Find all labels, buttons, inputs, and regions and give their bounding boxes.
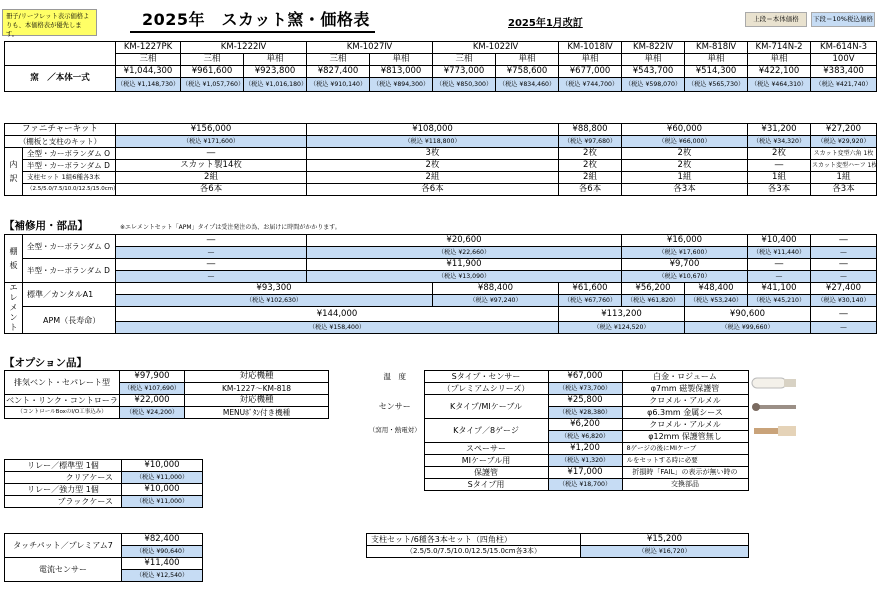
tax-price: （税込 ¥158,400） — [116, 322, 559, 334]
tax-price: （税込 ¥910,140） — [307, 78, 370, 92]
touchpad-label: タッチパット／プレミアム7 — [5, 534, 122, 558]
tax-price: （税込 ¥850,300） — [433, 78, 496, 92]
k-sensor-label: Kタイプ/MIケーブル — [424, 395, 548, 419]
revision-date: 2025年1月改訂 — [508, 18, 583, 29]
breakdown-value: 2枚 — [622, 148, 748, 160]
price: ¥93,300 — [116, 283, 433, 295]
breakdown-value: スカット製14枚 — [116, 160, 307, 172]
tax-price: ― — [811, 322, 877, 334]
blank-cell — [5, 42, 116, 66]
std-element-label: 標準／カンタルA1 — [23, 283, 116, 307]
price: ¥144,000 — [116, 307, 559, 322]
blank-cell — [748, 467, 802, 479]
price: ¥56,200 — [622, 283, 685, 295]
breakdown-value: 2枚 — [559, 160, 622, 172]
kiln-label: 窯 ／本体一式 — [5, 66, 116, 92]
price: ¥41,100 — [748, 283, 811, 295]
model-name: KM-614N-3 — [811, 42, 877, 54]
phase: 単相 — [496, 54, 559, 66]
blank-cell — [748, 443, 802, 455]
compat-value: KM-1227～KM-818 — [185, 383, 329, 395]
tax-price: （税込 ¥171,600） — [116, 136, 307, 148]
tax-price: （税込 ¥28,380） — [548, 407, 622, 419]
tax-price: （税込 ¥13,090） — [307, 271, 622, 283]
tax-price: （税込 ¥1,057,760） — [181, 78, 244, 92]
breakdown-value: 各6本 — [559, 184, 622, 196]
breakdown-value: スカット変型ハーフ 1枚 — [811, 160, 877, 172]
phase: 単相 — [748, 54, 811, 66]
tax-price: （税込 ¥22,660） — [307, 247, 622, 259]
tax-price: （税込 ¥124,520） — [559, 322, 685, 334]
price: ― — [811, 235, 877, 247]
tax-price: （税込 ¥118,800） — [307, 136, 559, 148]
breakdown-value: スカット変型六角 1枚 — [811, 148, 877, 160]
price: ¥758,600 — [496, 66, 559, 78]
exhaust-vent-table — [4, 370, 329, 419]
phase: 三相 — [181, 54, 244, 66]
model-name: KM-714N-2 — [748, 42, 811, 54]
tax-price: ― — [811, 247, 877, 259]
phase-row — [5, 54, 877, 66]
furniture-label: ファニチャーキット — [5, 124, 116, 136]
price: ¥543,700 — [622, 66, 685, 78]
price: ¥67,000 — [548, 371, 622, 383]
price: ¥61,600 — [559, 283, 622, 295]
k-sensor-spec1: クロメル・アルメル — [622, 395, 748, 407]
tax-price: （税込 ¥12,540） — [122, 570, 203, 582]
pillar-label: 支柱セット/6種各3本セット（四角柱） — [367, 534, 581, 546]
price: ¥88,400 — [433, 283, 559, 295]
tax-price: （税込 ¥565,730） — [685, 78, 748, 92]
tax-price: （税込 ¥97,240） — [433, 295, 559, 307]
price: ¥60,000 — [622, 124, 748, 136]
price: ¥422,100 — [748, 66, 811, 78]
tax-price: （税込 ¥66,000） — [622, 136, 748, 148]
shelf-o-label: 全型・カーボランダム O — [23, 235, 116, 259]
price: ― — [116, 235, 307, 247]
shelf-side-label: 棚 板 — [5, 235, 23, 283]
sensor-side-label-2: センサー — [378, 402, 411, 411]
furniture-sublabel: （棚板と支柱のキット） — [5, 136, 116, 148]
price: ¥11,900 — [307, 259, 622, 271]
phase: 100V — [811, 54, 877, 66]
breakdown-side-label: 内 訳 — [5, 148, 23, 196]
phase: 単相 — [685, 54, 748, 66]
sensor-side-label-1: 温 度 — [383, 372, 406, 381]
price: ¥11,400 — [122, 558, 203, 570]
tax-price: （税込 ¥45,210） — [748, 295, 811, 307]
s-sensor-label: Sタイプ・センサー — [424, 371, 548, 383]
shelf-d-label: 半型・カーボランダム D — [23, 259, 116, 283]
price: ¥16,000 — [622, 235, 748, 247]
tax-price: （税込 ¥97,680） — [559, 136, 622, 148]
price: ¥383,400 — [811, 66, 877, 78]
price: ¥923,800 — [244, 66, 307, 78]
tax-price: ― — [116, 247, 307, 259]
price: ¥9,700 — [622, 259, 748, 271]
priority-note: 冊子/リーフレット表示価格よりも、本価格表が優先します。 — [2, 9, 97, 36]
breakdown-value: 各3本 — [811, 184, 877, 196]
model-name: KM-1222Ⅳ — [181, 42, 307, 54]
tax-price: （税込 ¥99,660） — [685, 322, 811, 334]
relay-strong-label: リレー／強力型 1個 — [5, 484, 122, 496]
s-sensor-sublabel: （プレミアムシリーズ） — [424, 383, 548, 395]
element-side-label: エレメント — [5, 283, 23, 334]
model-name: KM-818Ⅳ — [685, 42, 748, 54]
touchpad-table — [4, 533, 203, 582]
price: ¥108,000 — [307, 124, 559, 136]
price: ¥27,400 — [811, 283, 877, 295]
spacer-label: スペーサー — [424, 443, 548, 455]
k8-sensor-spec2: φ12mm 保護管無し — [622, 431, 748, 443]
tube-label: 保護管 — [424, 467, 548, 479]
phase: 三相 — [433, 54, 496, 66]
price: ¥113,200 — [559, 307, 685, 322]
breakdown-label: 半型・カーボランダム D — [23, 160, 116, 172]
k-sensor-image — [748, 395, 802, 419]
tax-price: （税込 ¥17,600） — [622, 247, 748, 259]
price: ¥1,044,300 — [116, 66, 181, 78]
tax-price: （税込 ¥744,700） — [559, 78, 622, 92]
relay-table — [4, 459, 203, 508]
tax-price: （税込 ¥102,630） — [116, 295, 433, 307]
price: ¥677,000 — [559, 66, 622, 78]
kiln-price-table — [4, 41, 877, 92]
compat-label: 対応機種 — [185, 395, 329, 407]
tube-note1: 折損時「FAIL」の表示が無い時の — [622, 467, 748, 479]
price: ¥961,600 — [181, 66, 244, 78]
tax-price: （税込 ¥6,820） — [548, 431, 622, 443]
breakdown-value: 2枚 — [622, 160, 748, 172]
price: ¥6,200 — [548, 419, 622, 431]
parts-note: ※エレメントセット「APM」タイプは受注発注の為、お届けに時間がかかります。 — [120, 224, 341, 231]
breakdown-label: 支柱セット 1組6種各3本 — [23, 172, 116, 184]
phase: 単相 — [622, 54, 685, 66]
tax-price: （税込 ¥10,670） — [622, 271, 748, 283]
breakdown-value: 2枚 — [748, 148, 811, 160]
tax-price: （税込 ¥61,820） — [622, 295, 685, 307]
tax-price: （税込 ¥34,320） — [748, 136, 811, 148]
current-sensor-label: 電流センサー — [5, 558, 122, 582]
k-thermocouple-icon — [750, 396, 800, 418]
tax-price: （税込 ¥11,000） — [122, 496, 203, 508]
breakdown-value: 各3本 — [622, 184, 748, 196]
exhaust-label: 排気ベント・セパレート型 — [5, 371, 120, 395]
price: ¥813,000 — [370, 66, 433, 78]
price: ¥82,400 — [122, 534, 203, 546]
breakdown-value: 各3本 — [748, 184, 811, 196]
blank-cell — [366, 443, 424, 455]
spacer-sublabel: MIケーブル用 — [424, 455, 548, 467]
tax-price: （税込 ¥11,440） — [748, 247, 811, 259]
blank-cell — [366, 467, 424, 479]
blank-cell — [366, 383, 424, 395]
tax-price: （税込 ¥11,000） — [122, 472, 203, 484]
price: ¥10,000 — [122, 484, 203, 496]
price: ¥97,900 — [120, 371, 185, 383]
k8-sensor-image — [748, 419, 802, 443]
breakdown-value: 1組 — [748, 172, 811, 184]
kiln-tax-row — [5, 78, 877, 92]
tax-price: （税込 ¥421,740） — [811, 78, 877, 92]
breakdown-value: ― — [116, 148, 307, 160]
model-row — [5, 42, 877, 54]
price: ¥156,000 — [116, 124, 307, 136]
tube-sublabel: Sタイプ用 — [424, 479, 548, 491]
tube-note2: 交換部品 — [622, 479, 748, 491]
price: ¥25,800 — [548, 395, 622, 407]
s-sensor-image — [748, 371, 802, 395]
furniture-kit-table — [4, 123, 877, 196]
tax-price: （税込 ¥834,460） — [496, 78, 559, 92]
price: ¥90,600 — [685, 307, 811, 322]
tax-price: （税込 ¥73,700） — [548, 383, 622, 395]
tax-price: （税込 ¥107,690） — [120, 383, 185, 395]
controller-label: ベント・リンク・コントローラ — [6, 396, 118, 405]
tax-price: （税込 ¥894,300） — [370, 78, 433, 92]
parts-table — [4, 234, 877, 334]
blank-cell — [748, 455, 802, 467]
price: ¥773,000 — [433, 66, 496, 78]
price: ― — [811, 307, 877, 322]
page-title: 2025年 スカット窯・価格表 — [130, 9, 375, 33]
breakdown-value: 2組 — [559, 172, 622, 184]
tax-price: （税込 ¥598,070） — [622, 78, 685, 92]
breakdown-value: 1組 — [622, 172, 748, 184]
k8-sensor-label: Kタイプ／8ゲージ — [424, 419, 548, 443]
phase: 単相 — [370, 54, 433, 66]
legend-upper: 上段＝本体価格 — [745, 12, 807, 27]
breakdown-value: 2枚 — [559, 148, 622, 160]
tax-price: （税込 ¥18,700） — [548, 479, 622, 491]
tax-price: ― — [811, 271, 877, 283]
k8-sensor-spec1: クロメル・アルメル — [622, 419, 748, 431]
s-sensor-spec2: φ7mm 磁製保護管 — [622, 383, 748, 395]
phase: 三相 — [116, 54, 181, 66]
options-title: 【オプション品】 — [4, 357, 88, 369]
breakdown-value: 2組 — [116, 172, 307, 184]
tax-price: （税込 ¥67,760） — [559, 295, 622, 307]
relay-std-label: リレー／標準型 1個 — [5, 460, 122, 472]
relay-strong-sublabel: ブラックケース — [5, 496, 122, 508]
phase: 三相 — [307, 54, 370, 66]
tax-price: ― — [116, 271, 307, 283]
relay-std-sublabel: クリアケース — [5, 472, 122, 484]
k8-thermocouple-icon — [750, 420, 800, 442]
breakdown-value: 2枚 — [307, 160, 559, 172]
price: ¥514,300 — [685, 66, 748, 78]
price: ¥48,400 — [685, 283, 748, 295]
compat-value: MENUﾎﾞﾀﾝ付き機種 — [185, 407, 329, 419]
tax-price: （税込 ¥24,200） — [120, 407, 185, 419]
pillar-set-table — [366, 533, 749, 558]
breakdown-value: 3枚 — [307, 148, 559, 160]
price: ¥10,000 — [122, 460, 203, 472]
breakdown-label: （2.5/5.0/7.5/10.0/12.5/15.0cm） — [23, 184, 116, 196]
sensor-side-label-3: （窯用・熱電対） — [368, 426, 421, 434]
spacer-note1: 8ゲージの後にMIケーブ — [622, 443, 748, 455]
blank-cell — [366, 479, 424, 491]
price: ― — [116, 259, 307, 271]
breakdown-value: 2組 — [307, 172, 559, 184]
tax-price: （税込 ¥53,240） — [685, 295, 748, 307]
tax-price: （税込 ¥464,310） — [748, 78, 811, 92]
compat-label: 対応機種 — [185, 371, 329, 383]
k-sensor-spec2: φ6.3mm 金属シース — [622, 407, 748, 419]
blank-cell — [748, 479, 802, 491]
tax-price: （税込 ¥1,320） — [548, 455, 622, 467]
model-name: KM-1022Ⅳ — [433, 42, 559, 54]
blank-cell — [366, 455, 424, 467]
sensor-table — [366, 370, 802, 491]
price: ¥1,200 — [548, 443, 622, 455]
tax-price: （税込 ¥16,720） — [581, 546, 749, 558]
pillar-sublabel: （2.5/5.0/7.5/10.0/12.5/15.0cm各3本） — [367, 546, 581, 558]
model-name: KM-1018Ⅳ — [559, 42, 622, 54]
price: ¥15,200 — [581, 534, 749, 546]
model-name: KM-1227PK — [116, 42, 181, 54]
s-sensor-spec1: 白金・ロジューム — [622, 371, 748, 383]
spacer-note2: ルをセットする時に必要 — [622, 455, 748, 467]
model-name: KM-822Ⅳ — [622, 42, 685, 54]
kiln-price-row — [5, 66, 877, 78]
price: ― — [748, 259, 811, 271]
legend-lower: 下段＝10%税込価格 — [811, 12, 875, 27]
price: ¥88,800 — [559, 124, 622, 136]
breakdown-label: 全型・カーボランダム O — [23, 148, 116, 160]
tax-price: （税込 ¥29,920） — [811, 136, 877, 148]
price: ¥10,400 — [748, 235, 811, 247]
s-thermocouple-icon — [750, 372, 800, 394]
price: ¥17,000 — [548, 467, 622, 479]
phase: 単相 — [559, 54, 622, 66]
breakdown-value: 各6本 — [307, 184, 559, 196]
price: ¥31,200 — [748, 124, 811, 136]
parts-title: 【補修用・部品】 — [4, 220, 88, 232]
tax-price: （税込 ¥1,016,180） — [244, 78, 307, 92]
phase: 単相 — [244, 54, 307, 66]
breakdown-value: 1組 — [811, 172, 877, 184]
breakdown-value: 各6本 — [116, 184, 307, 196]
price: ¥22,000 — [120, 395, 185, 407]
price: ― — [811, 259, 877, 271]
tax-price: （税込 ¥30,140） — [811, 295, 877, 307]
tax-price: （税込 ¥90,640） — [122, 546, 203, 558]
tax-price: ― — [748, 271, 811, 283]
controller-sublabel: （コントロールBoxのI/O工事込み） — [5, 407, 120, 419]
price: ¥827,400 — [307, 66, 370, 78]
price: ¥20,600 — [307, 235, 622, 247]
apm-element-label: APM（長寿命） — [23, 307, 116, 334]
model-name: KM-1027Ⅳ — [307, 42, 433, 54]
breakdown-value: ― — [748, 160, 811, 172]
tax-price: （税込 ¥1,148,730） — [116, 78, 181, 92]
price: ¥27,200 — [811, 124, 877, 136]
